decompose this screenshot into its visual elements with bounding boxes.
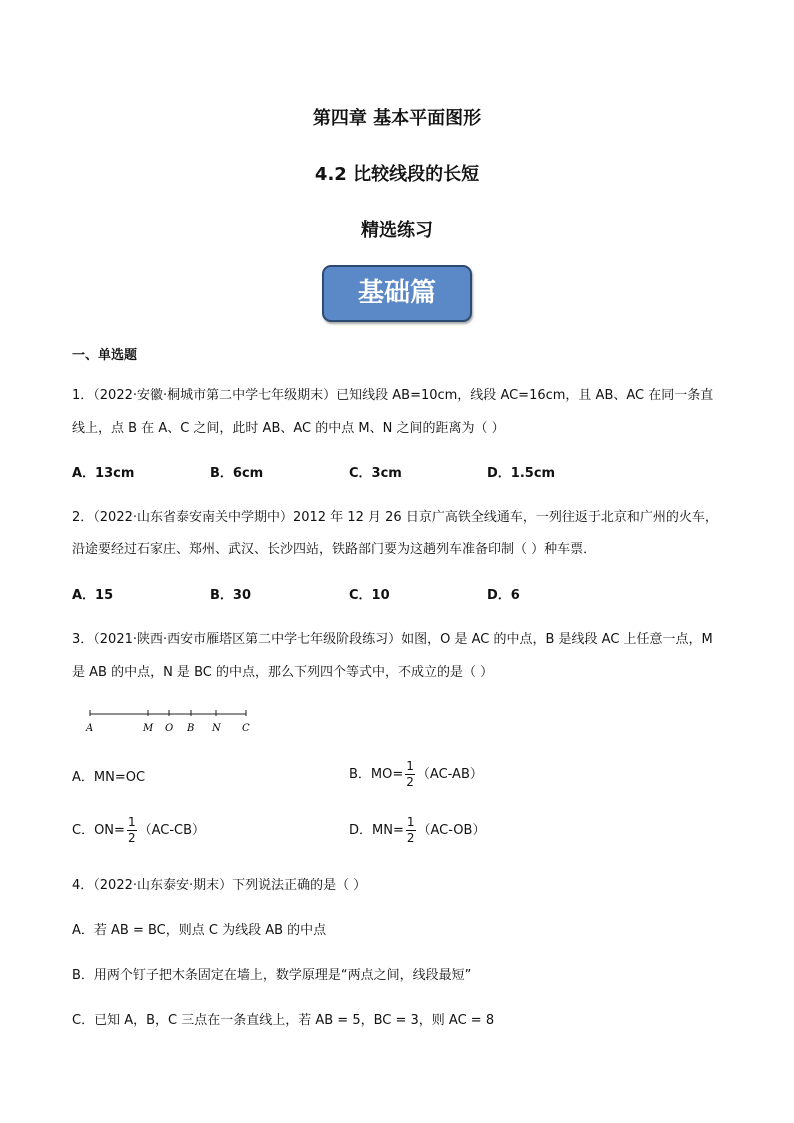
q3-option-d [349, 815, 485, 846]
q2-stem-line2: 沿途要经过石家庄、郑州、武汉、长沙四站，铁路部门要为这趟列车准备印制（ ）种车票． [72, 542, 597, 557]
level-badge: 基础篇 [322, 265, 472, 322]
fraction-one-half [406, 815, 416, 846]
label-n: N [212, 723, 221, 734]
q4-stem: 4．（2022·山东泰安·期末）下列说法正确的是（ ） [72, 878, 367, 893]
q1-option-b: B．6cm [210, 466, 264, 481]
section-title: 4.2 比较线段的长短 [314, 164, 480, 185]
q2-option-b: B．30 [210, 588, 251, 603]
fraction-denominator: 2 [406, 775, 414, 789]
fraction-numerator: 1 [406, 815, 415, 829]
fraction-numerator: 1 [127, 815, 136, 829]
fraction-one-half [127, 815, 137, 846]
q3-option-a: A．MN=OC [72, 770, 146, 785]
q3-option-c-suffix: （AC-CB） [138, 823, 206, 838]
part-title: 一、单选题 [72, 348, 138, 363]
q4-option-c: C．已知 A，B，C 三点在一条直线上，若 AB = 5，BC = 3，则 AC = 8 [72, 1013, 495, 1028]
label-c: C [242, 723, 250, 734]
label-a: A [86, 723, 94, 734]
fraction-numerator: 1 [406, 759, 414, 773]
chapter-title: 第四章 基本平面图形 [312, 108, 482, 129]
q2-stem-line1: 2．（2022·山东省泰安南关中学期中）2012 年 12 月 26 日京广高铁全线通车，一列往返于北京和广州的火车， [72, 510, 718, 525]
label-o: O [165, 723, 174, 734]
label-b: B [187, 723, 195, 734]
q1-option-a: A．13cm [72, 466, 135, 481]
q4-option-a: A．若 AB = BC，则点 C 为线段 AB 的中点 [72, 923, 327, 938]
q3-option-b-suffix: （AC-AB） [416, 767, 483, 782]
fraction-one-half [405, 759, 415, 790]
fraction-denominator: 2 [406, 831, 415, 845]
q3-stem-line2: 是 AB 的中点，N 是 BC 的中点，那么下列四个等式中，不成立的是（ ） [72, 665, 494, 680]
q1-option-c: C．3cm [349, 466, 402, 481]
exercise-subtitle: 精选练习 [361, 220, 433, 241]
q3-stem-line1: 3．（2021·陕西·西安市雁塔区第二中学七年级阶段练习）如图，O 是 AC 的中点，B 是线段 AC 上任意一点，M [72, 632, 713, 647]
q3-option-c-prefix: C．ON= [72, 823, 125, 838]
q3-option-c [72, 815, 205, 846]
q2-option-c: C．10 [349, 588, 390, 603]
segment-diagram [84, 708, 264, 738]
q3-option-b-prefix: B．MO= [349, 767, 404, 782]
q4-option-b: B．用两个钉子把木条固定在墙上，数学原理是“两点之间，线段最短” [72, 968, 472, 983]
fraction-denominator: 2 [127, 831, 136, 845]
label-m: M [143, 723, 154, 734]
q2-option-a: A．15 [72, 588, 114, 603]
q3-option-d-prefix: D．MN= [349, 823, 404, 838]
q2-option-d: D．6 [487, 588, 520, 603]
q3-option-b [349, 759, 483, 790]
q1-stem-line2: 线上，点 B 在 A、C 之间，此时 AB、AC 的中点 M、N 之间的距离为（ ） [72, 421, 505, 436]
q3-option-d-suffix: （AC-OB） [417, 823, 486, 838]
q1-option-d: D．1.5cm [487, 466, 556, 481]
q1-stem-line1: 1．（2022·安徽·桐城市第二中学七年级期末）已知线段 AB=10cm，线段 AC=16cm，且 AB、AC 在同一条直 [72, 388, 714, 403]
